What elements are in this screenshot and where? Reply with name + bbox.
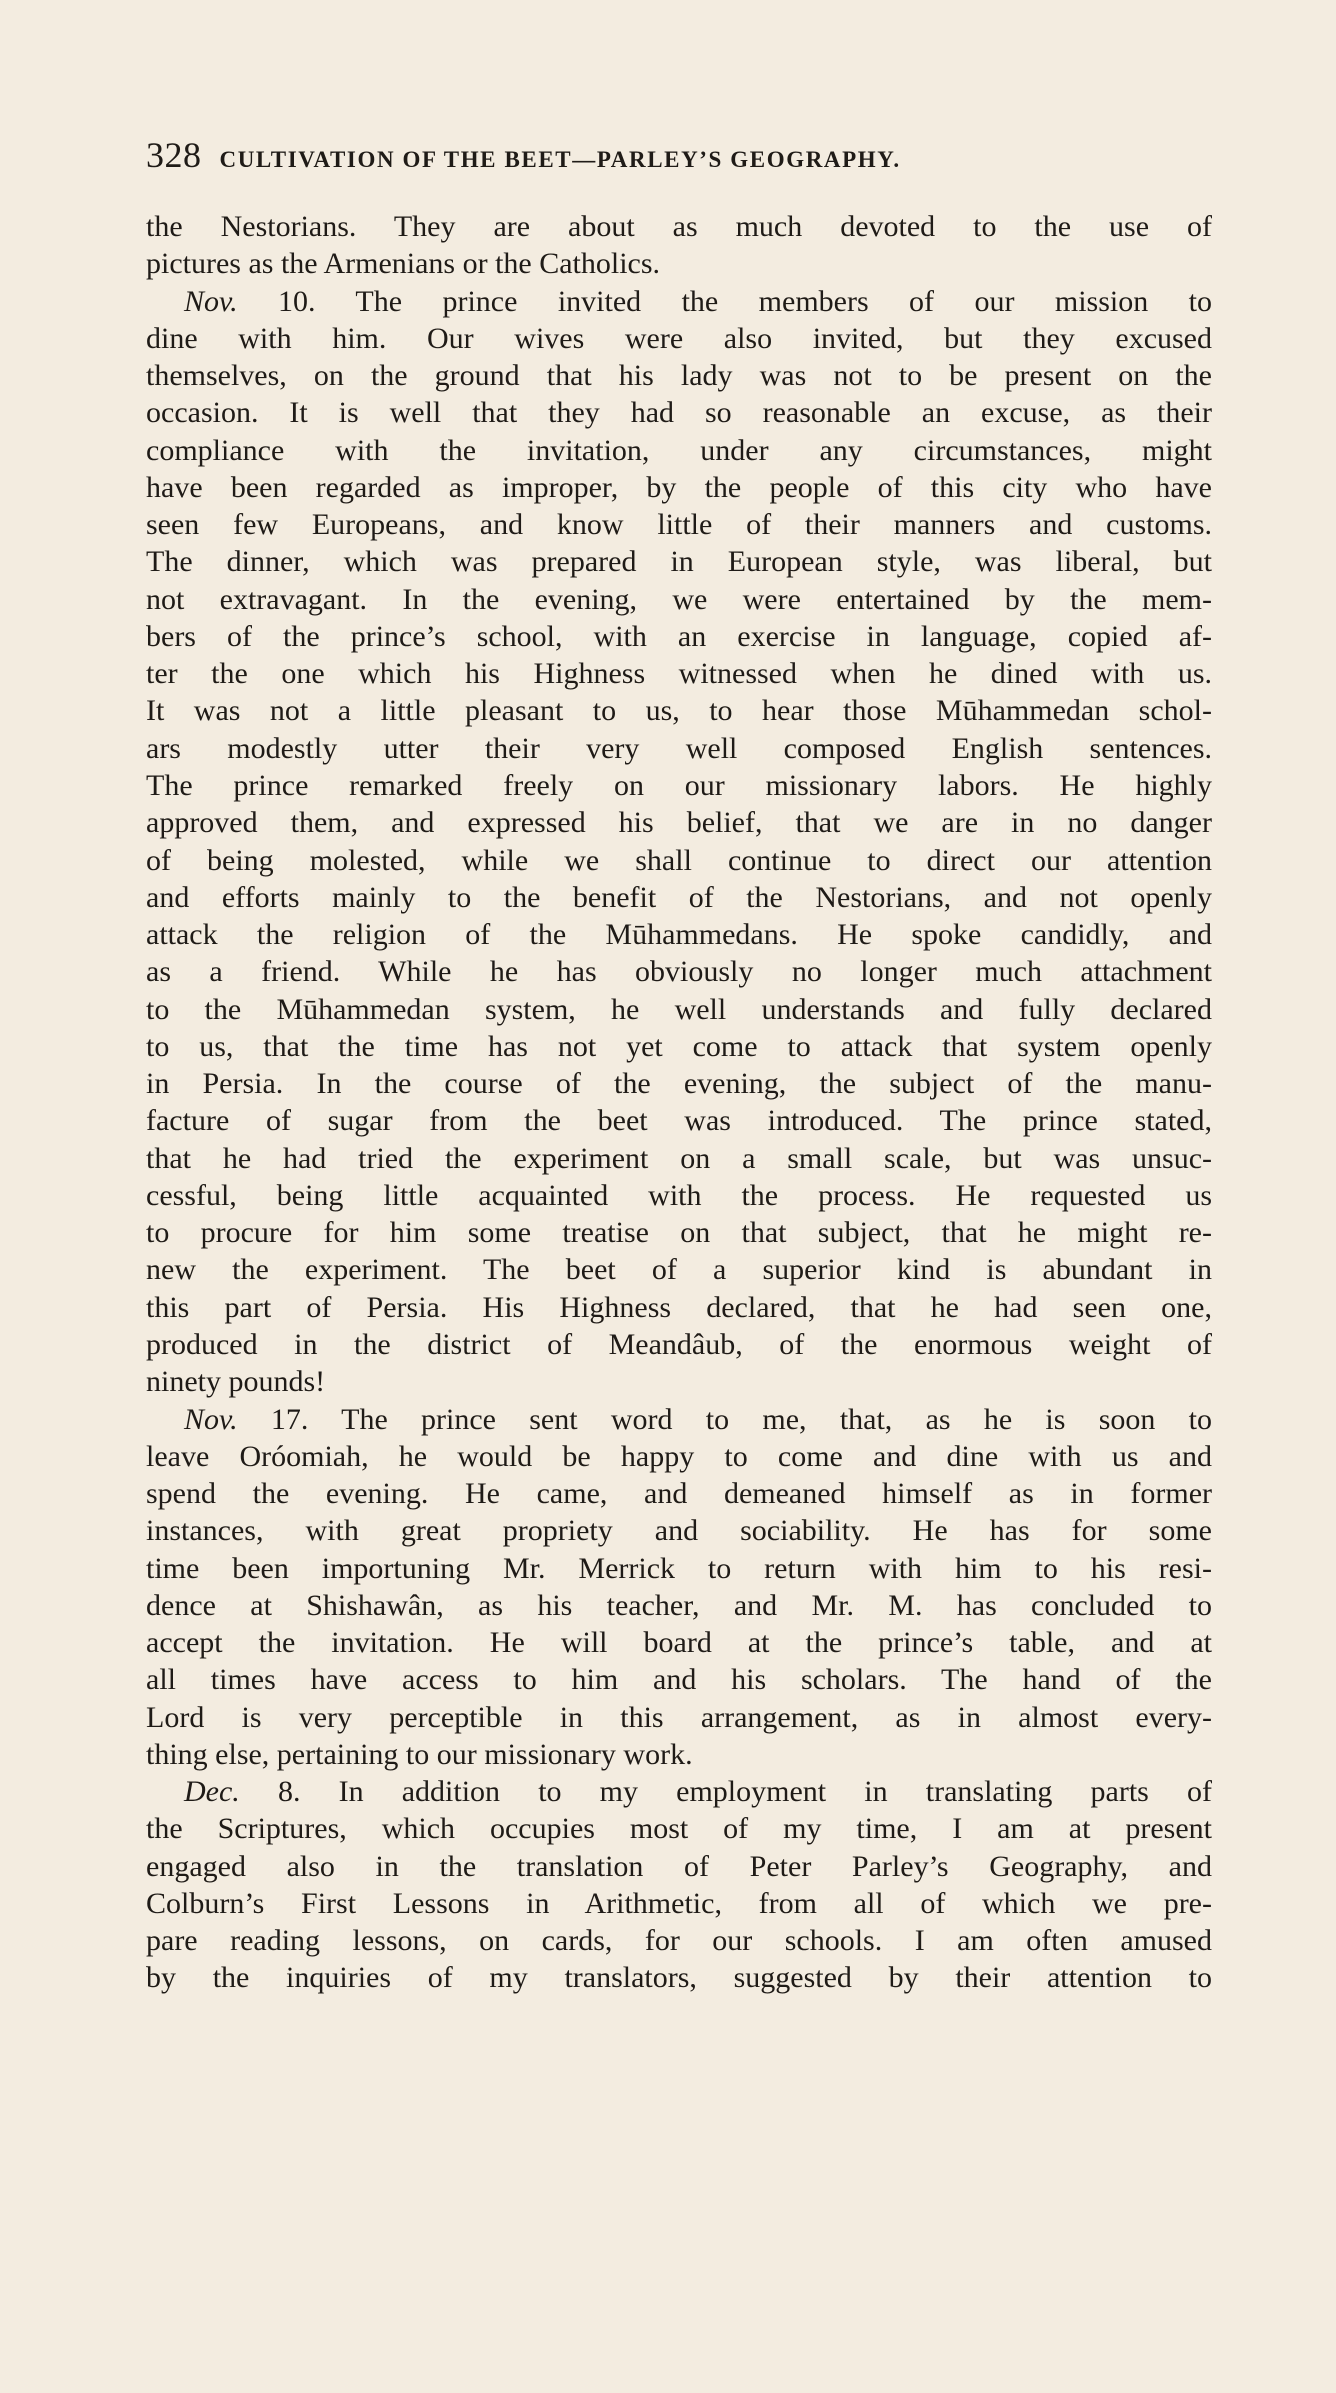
entry-date-label: Dec. [184, 1775, 240, 1809]
text-line: themselves, on the ground that his lady was not to be present on the [146, 359, 1212, 393]
text-line: thing else, pertaining to our missionary work. [146, 1737, 693, 1771]
text-line-entry-nov-10: Nov. 10. The prince invited the members of our mission to [184, 284, 1212, 318]
text-line: spend the evening. He came, and demeaned himself as in former [146, 1477, 1212, 1511]
text-line: that he had tried the experiment on a small scale, but was unsuc- [146, 1141, 1212, 1175]
text-line-entry-dec-8: Dec. 8. In addition to my employment in translating parts of [184, 1775, 1212, 1809]
text-line: bers of the prince’s school, with an exercise in language, copied af- [146, 619, 1212, 653]
entry-date-label: Nov. [184, 284, 238, 318]
body-text [146, 208, 1212, 1997]
text-line: the Nestorians. They are about as much devoted to the use of [146, 210, 1212, 243]
text-line: The prince remarked freely on our missionary labors. He highly [146, 768, 1212, 802]
text-line: to us, that the time has not yet come to attack that system openly [146, 1029, 1212, 1063]
entry-date-label: Nov. [184, 1402, 238, 1436]
running-title: CULTIVATION OF THE BEET—PARLEY’S GEOGRAPHY. [219, 147, 901, 172]
text-line-entry-nov-17: Nov. 17. The prince sent word to me, that, as he is soon to [184, 1402, 1212, 1436]
text-line: pictures as the Armenians or the Catholics. [146, 247, 661, 281]
text-line: as a friend. While he has obviously no longer much attachment [146, 955, 1212, 989]
text-line: to the Mūhammedan system, he well understands and fully declared [146, 992, 1212, 1026]
text-line: occasion. It is well that they had so reasonable an excuse, as their [146, 396, 1212, 430]
text-line: facture of sugar from the beet was introduced. The prince stated, [146, 1104, 1212, 1138]
text-line: and efforts mainly to the benefit of the Nestorians, and not openly [146, 880, 1212, 914]
text-line: Colburn’s First Lessons in Arithmetic, from all of which we pre- [146, 1886, 1212, 1920]
text-line: leave Oróomiah, he would be happy to come and dine with us and [146, 1439, 1212, 1473]
text-line: to procure for him some treatise on that subject, that he might re- [146, 1216, 1212, 1250]
text-line: It was not a little pleasant to us, to hear those Mūhammedan schol- [146, 694, 1212, 728]
text-line: ninety pounds! [146, 1365, 326, 1399]
text-line: by the inquiries of my translators, suggested by their attention to [146, 1961, 1212, 1995]
text-line: Lord is very perceptible in this arrangement, as in almost every- [146, 1700, 1212, 1734]
text-line: dine with him. Our wives were also invited, but they excused [146, 321, 1212, 355]
text-line: ter the one which his Highness witnessed when he dined with us. [146, 657, 1212, 691]
text-line: compliance with the invitation, under any circumstances, might [146, 433, 1212, 467]
text-line: the Scriptures, which occupies most of my time, I am at present [146, 1812, 1212, 1846]
text-line: this part of Persia. His Highness declared, that he had seen one, [146, 1290, 1212, 1324]
text-line: dence at Shishawân, as his teacher, and Mr. M. has concluded to [146, 1588, 1212, 1622]
text-line: seen few Europeans, and know little of their manners and customs. [146, 508, 1212, 542]
text-line: accept the invitation. He will board at the prince’s table, and at [146, 1626, 1212, 1660]
text-line: produced in the district of Meandâub, of the enormous weight of [146, 1327, 1212, 1361]
text-line: time been importuning Mr. Merrick to return with him to his resi- [146, 1551, 1212, 1585]
text-line: in Persia. In the course of the evening, the subject of the manu- [146, 1067, 1212, 1101]
text-line: have been regarded as improper, by the people of this city who have [146, 470, 1212, 504]
text-line: engaged also in the translation of Peter Parley’s Geography, and [146, 1849, 1212, 1883]
text-line: The dinner, which was prepared in European style, was liberal, but [146, 545, 1212, 579]
text-line: approved them, and expressed his belief, that we are in no danger [146, 806, 1212, 840]
running-header [146, 134, 1176, 184]
text-line: new the experiment. The beet of a superior kind is abundant in [146, 1253, 1212, 1287]
text-line: attack the religion of the Mūhammedans. He spoke candidly, and [146, 918, 1212, 952]
text-line: all times have access to him and his scholars. The hand of the [146, 1663, 1212, 1697]
text-line: of being molested, while we shall continue to direct our attention [146, 843, 1212, 877]
page-number: 328 [146, 135, 202, 175]
text-line: cessful, being little acquainted with the process. He requested us [146, 1178, 1212, 1212]
text-line: instances, with great propriety and sociability. He has for some [146, 1514, 1212, 1548]
text-line: pare reading lessons, on cards, for our schools. I am often amused [146, 1924, 1212, 1958]
text-line: ars modestly utter their very well composed English sentences. [146, 731, 1212, 765]
text-line: not extravagant. In the evening, we were entertained by the mem- [146, 582, 1212, 616]
